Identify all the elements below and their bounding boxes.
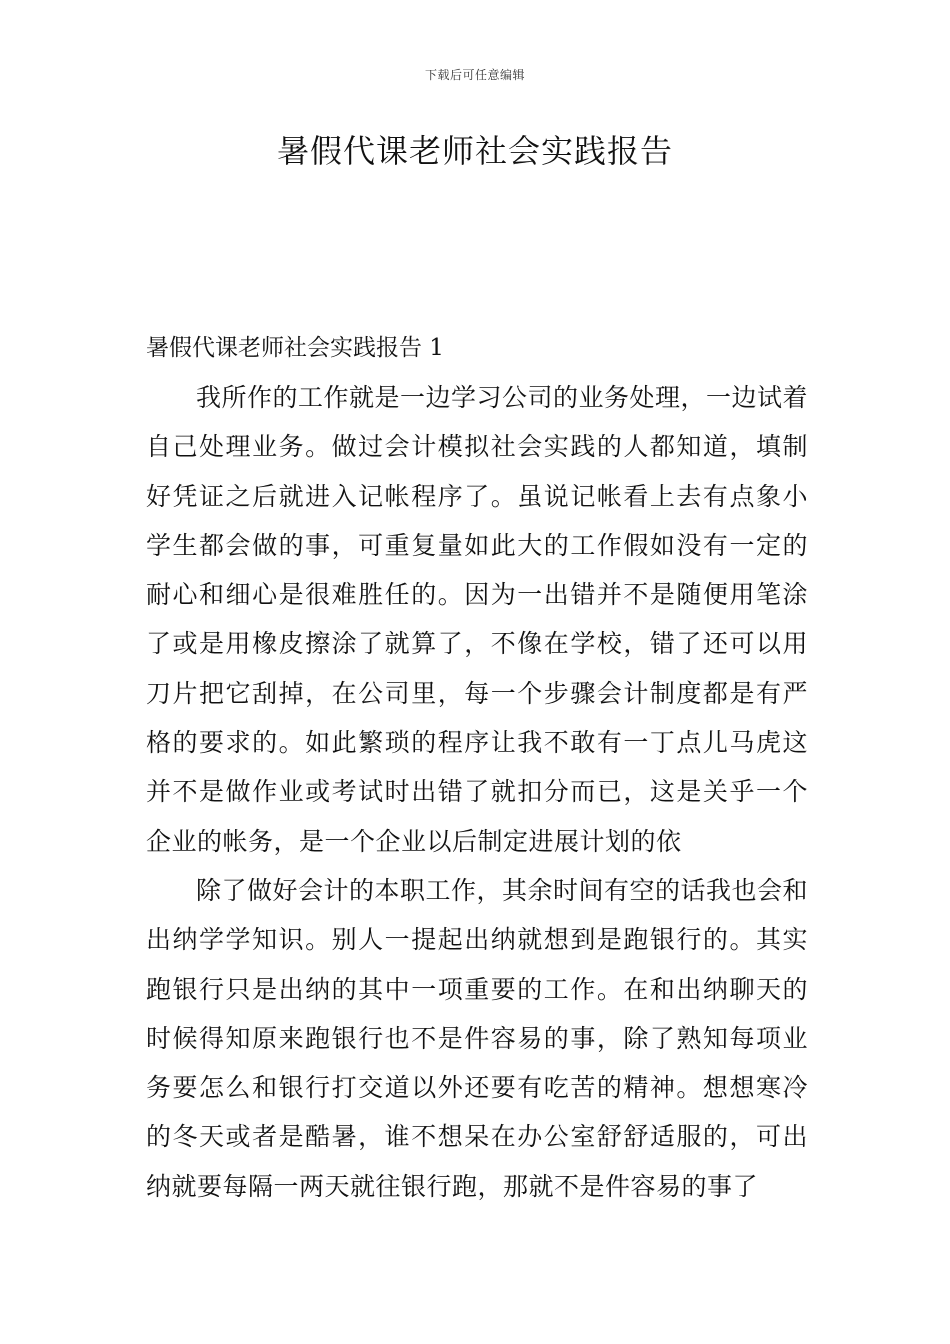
document-title: 暑假代课老师社会实践报告	[276, 132, 673, 170]
header-note: 下载后可任意编辑	[424, 68, 525, 82]
body-paragraph: 我所作的工作就是一边学习公司的业务处理，一边试着自己处理业务。做过会计模拟社会实践的人都知道，填制好凭证之后就进入记帐程序了。虽说记帐看上去有点象小学生都会做的事，可重复量如此大的工作假如没有一定的耐心和细心是很难胜任的。因为一出错并不是随便用笔涂了或是用橡皮擦涂了就算了，不像在学校，错了还可以用刀片把它刮掉，在公司里，每一个步骤会计制度都是有严格的要求的。如此繁琐的程序让我不敢有一丁点儿马虎这并不是做作业或考试时出错了就扣分而已，这是关乎一个企业的帐务，是一个企业以后制定进展计划的依	[146, 383, 809, 856]
section-heading: 暑假代课老师社会实践报告 1	[146, 335, 444, 361]
document-body	[146, 330, 808, 1211]
body-paragraph: 除了做好会计的本职工作，其余时间有空的话我也会和出纳学学知识。别人一提起出纳就想到是跑银行的。其实跑银行只是出纳的其中一项重要的工作。在和出纳聊天的时候得知原来跑银行也不是件容易的事，除了熟知每项业务要怎么和银行打交道以外还要有吃苦的精神。想想寒冷的冬天或者是酷暑，谁不想呆在办公室舒舒适服的，可出纳就要每隔一两天就往银行跑，那就不是件容易的事了	[146, 875, 809, 1201]
